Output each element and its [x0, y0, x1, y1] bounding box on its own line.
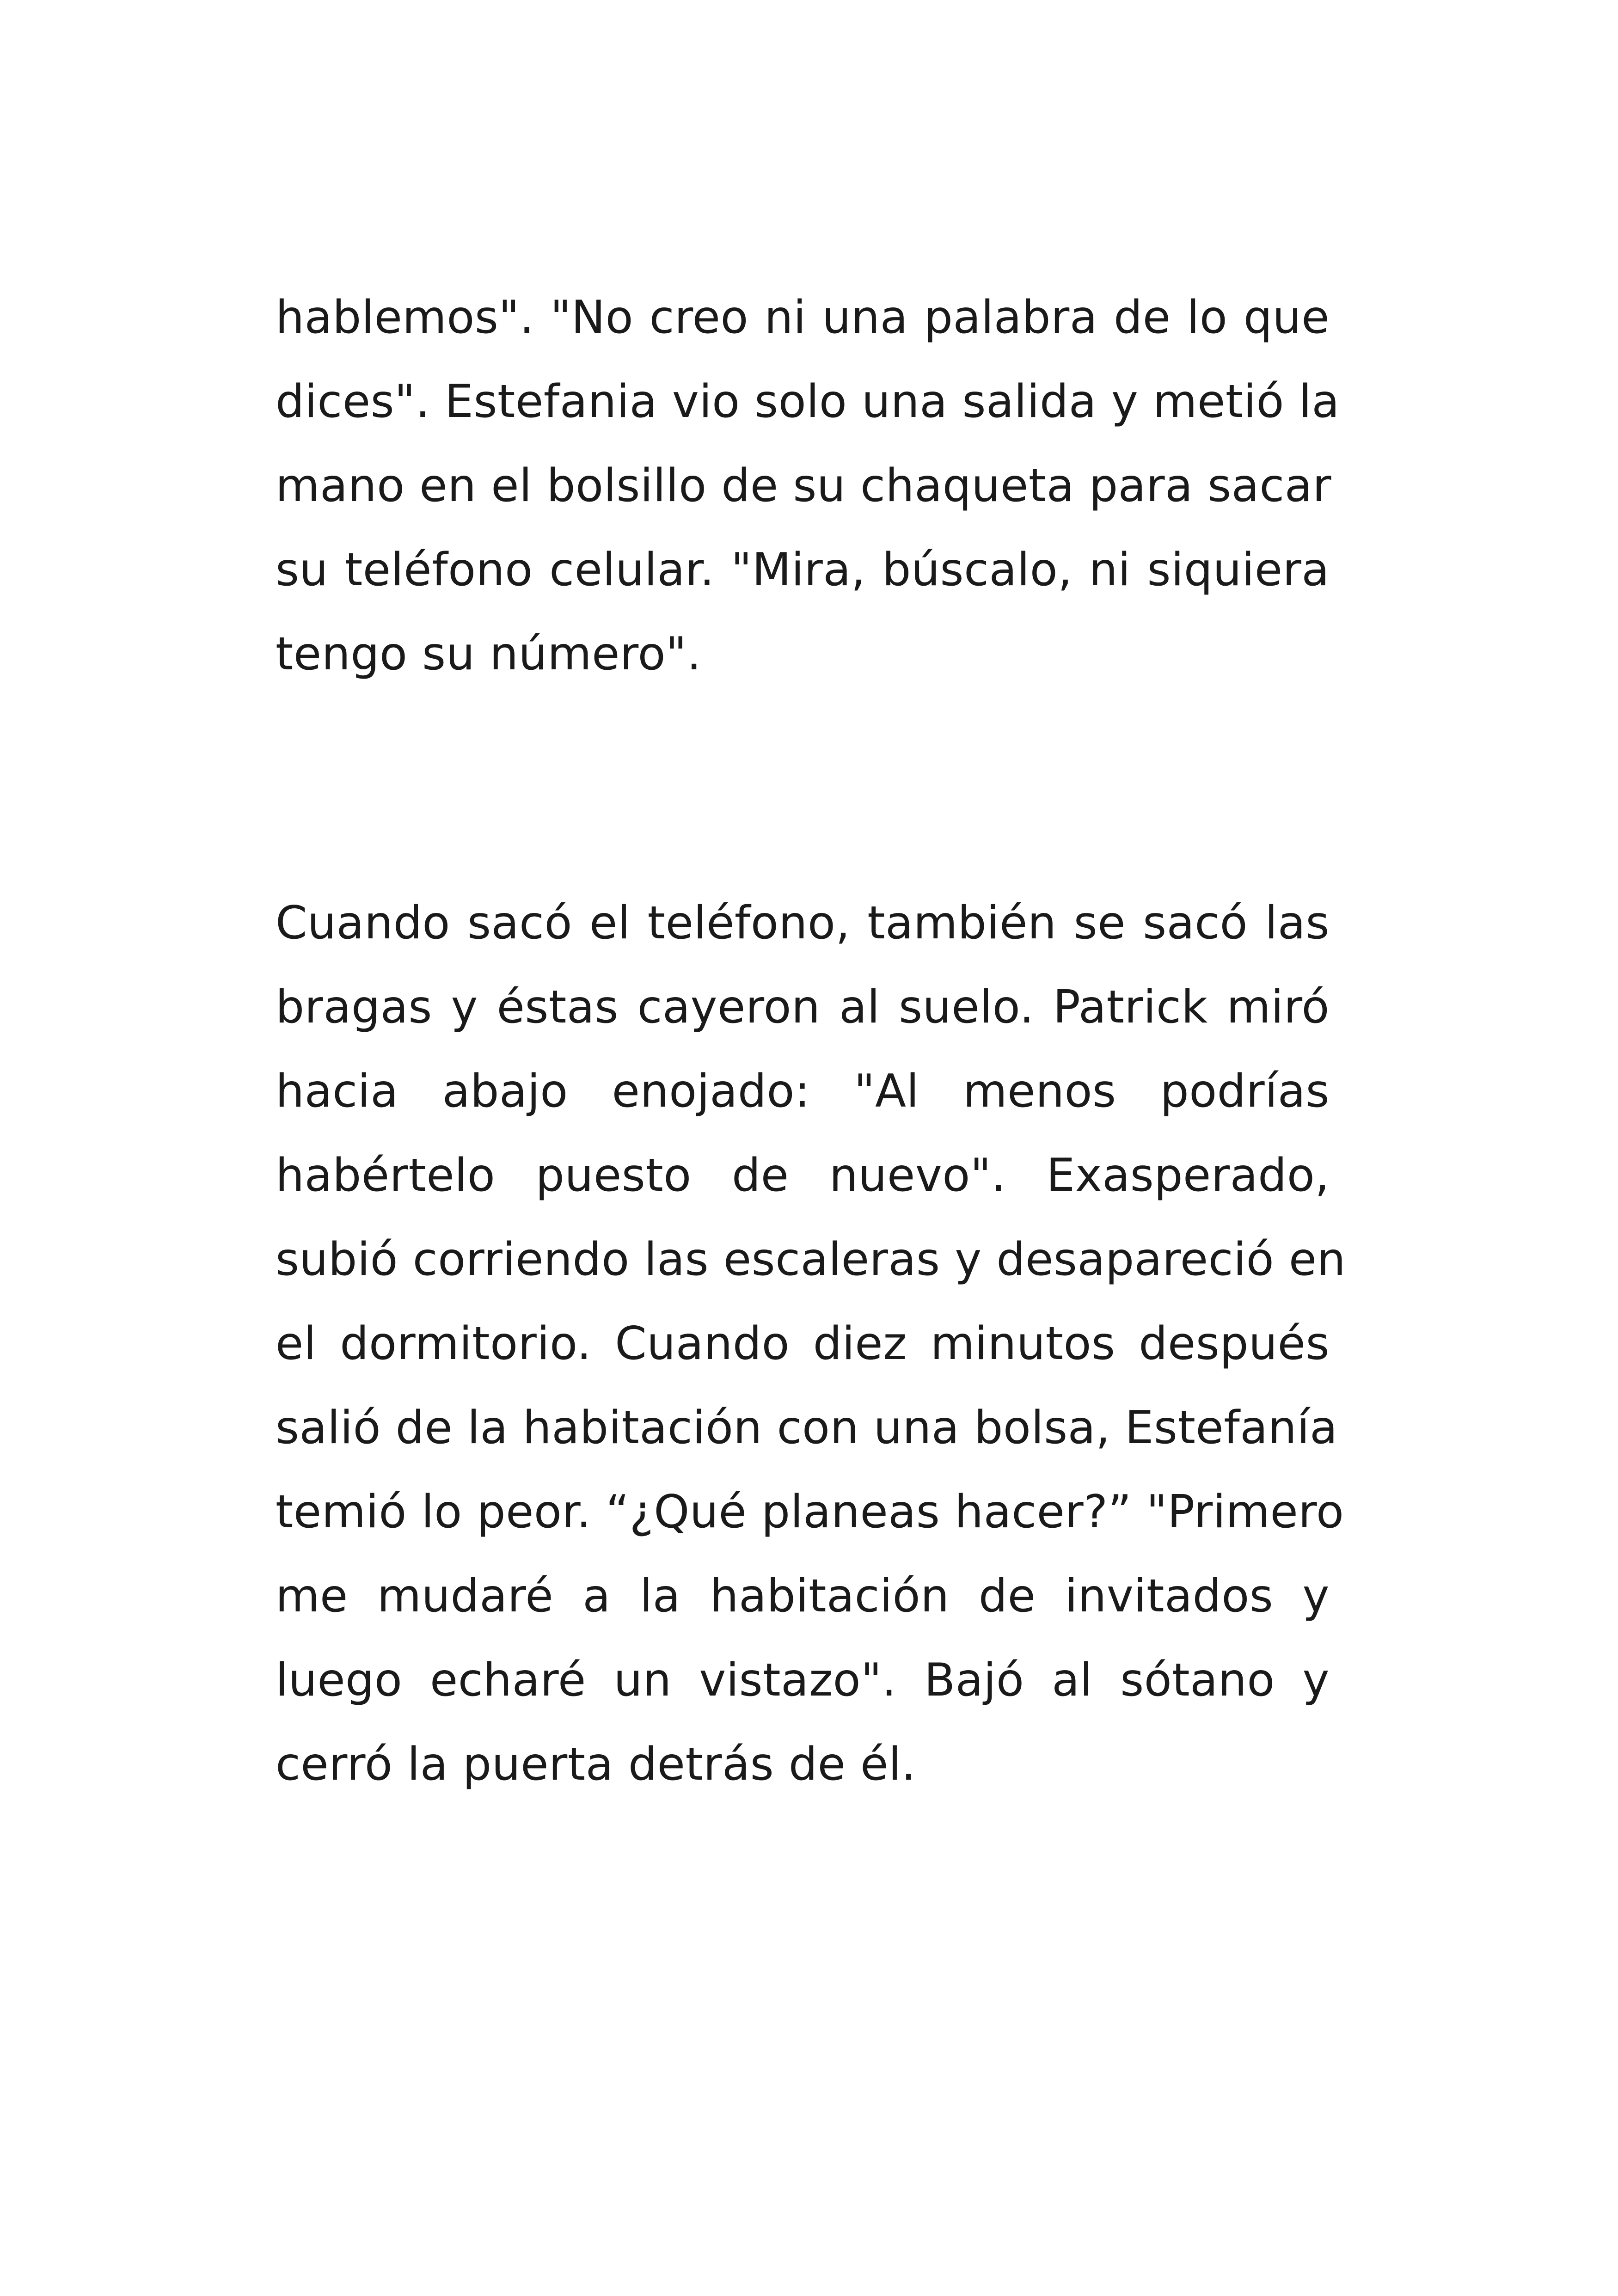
text-line: su teléfono celular. "Mira, búscalo, ni siquiera	[276, 544, 1330, 596]
text-line: el dormitorio. Cuando diez minutos después	[276, 1317, 1330, 1370]
text-line: cerró la puerta detrás de él.	[276, 1738, 916, 1791]
text-line: temió lo peor. “¿Qué planeas hacer?” "Primero	[276, 1486, 1344, 1538]
text-line: mano en el bolsillo de su chaqueta para sacar	[276, 459, 1332, 512]
text-line: tengo su número".	[276, 628, 702, 680]
paragraph-2	[276, 881, 1346, 1806]
paragraph-1	[276, 276, 1340, 696]
text-line: dices". Estefania vio solo una salida y metió la	[276, 375, 1340, 428]
text-line: hablemos". "No creo ni una palabra de lo que	[276, 291, 1330, 344]
text-line: luego echaré un vistazo". Bajó al sótano y	[276, 1654, 1330, 1707]
text-line: subió corriendo las escaleras y desapareció en	[276, 1233, 1346, 1286]
text-line: habértelo puesto de nuevo". Exasperado,	[276, 1149, 1330, 1202]
text-line: salió de la habitación con una bolsa, Estefanía	[276, 1402, 1338, 1454]
text-line: bragas y éstas cayeron al suelo. Patrick miró	[276, 981, 1330, 1034]
text-line: Cuando sacó el teléfono, también se sacó las	[276, 897, 1330, 949]
text-line: hacia abajo enojado: "Al menos podrías	[276, 1065, 1330, 1118]
text-line: me mudaré a la habitación de invitados y	[276, 1570, 1330, 1623]
